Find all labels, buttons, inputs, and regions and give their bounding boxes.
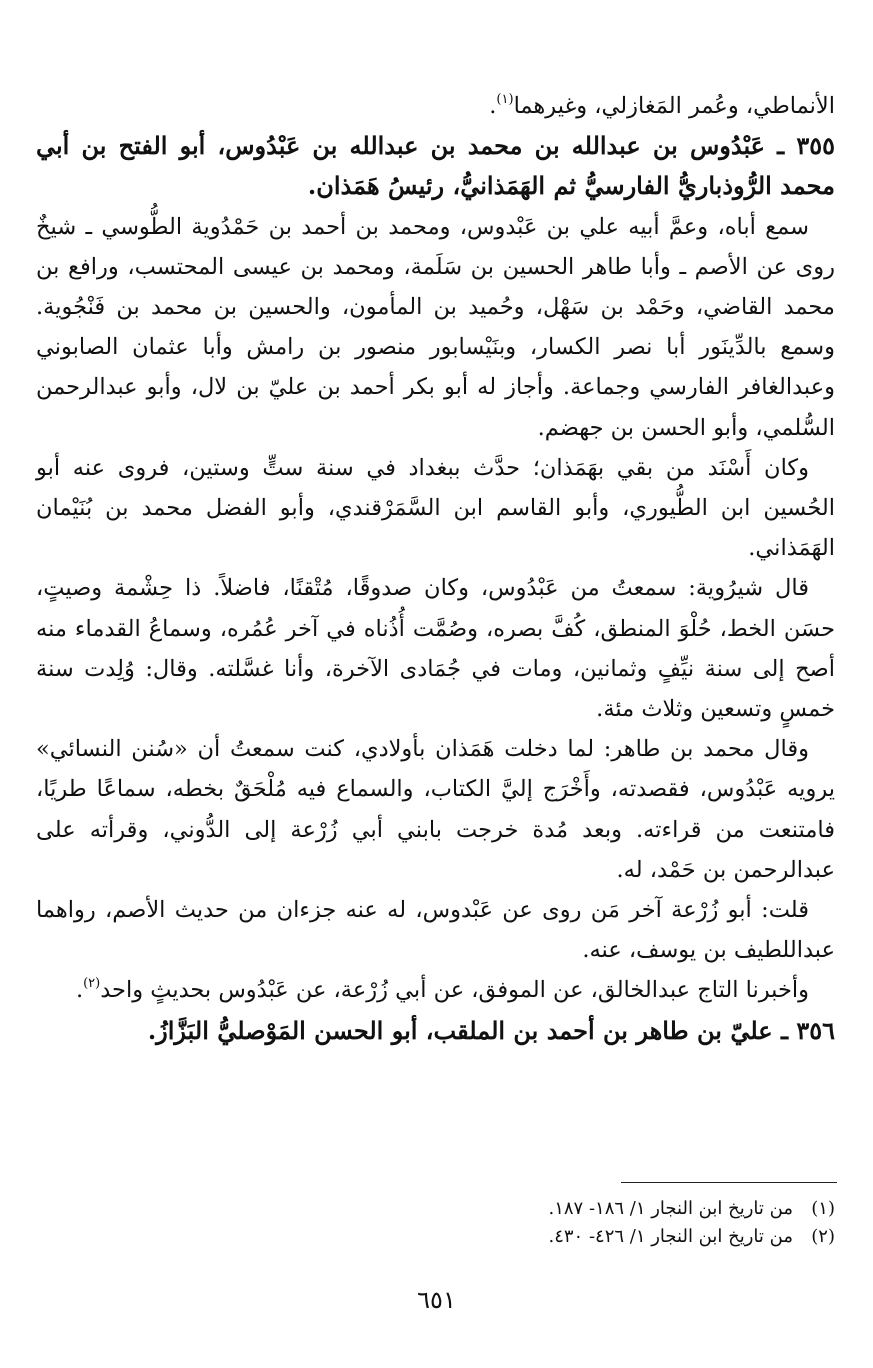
footnote-number: (١) [811,1198,835,1219]
continued-line [36,86,835,126]
entry-355-heading [36,126,835,206]
footnote-text: من تاريخ ابن النجار ١/ ١٨٦- ١٨٧. [548,1198,793,1219]
footnote [36,1195,835,1223]
footnote-ref-2[interactable]: (٢) [83,976,101,992]
entry-title: ـ عليّ بن طاهر بن أحمد بن الملقب، أبو الحسن المَوْصليُّ البَزَّازُ. [147,1015,797,1045]
entry-356-heading [36,1011,835,1051]
period: . [489,93,497,119]
paragraph: وكان أَسْنَد من بقي بهَمَذان؛ حدَّث ببغداد في سنة ستٍّ وستين، فروى عنه أبو الحُسين ابن الطُّيوري، وأبو القاسم ابن السَّمَرْقندي، وأبو الفضل محمد بن بُنَيْمان الهَمَذاني. [36,454,835,562]
footnote-text: من تاريخ ابن النجار ١/ ٤٢٦- ٤٣٠. [548,1226,793,1247]
paragraph-with-note [36,970,835,1010]
footnote-divider [621,1182,837,1183]
footnote [36,1223,835,1251]
entry-number: ٣٥٥ [796,131,835,161]
page-number: ٦٥١ [417,1286,456,1314]
footnote-ref-1[interactable]: (١) [496,92,514,107]
paragraph-text: وأخبرنا التاج عبدالخالق، عن الموفق، عن أبي زُرْعة، عن عَبْدُوس بحديثٍ واحد [100,977,809,1004]
footnote-number: (٢) [811,1226,835,1247]
period: . [75,977,84,1004]
paragraph: قال شيرُوية: سمعتُ من عَبْدُوس، وكان صدوقًا، مُتْقنًا، فاضلاً. ذا حِشْمة وصيتٍ، حسَن الخط، حُلْوَ المنطق، كُفَّ بصره، وصُمَّت أُذُناه في آخر عُمُره، وسماعُ القدماء منه أصح إلى سنة نيِّفٍ وثمانين، ومات في جُمَادى الآخرة، وأنا غسَّلته. وقال: وُلِدت سنة خمسٍ وتسعين وثلاث مئة. [36,575,835,723]
paragraph: قلت: أبو زُرْعة آخر مَن روى عن عَبْدوس، له عنه جزءان من حديث الأصم، رواهما عبداللطيف بن يوسف، عنه. [36,897,835,964]
continued-text: الأنماطي، وعُمر المَغازلي، وغيرهما [513,93,835,119]
footnotes [36,1195,835,1251]
paragraph: سمع أباه، وعمَّ أبيه علي بن عَبْدوس، ومحمد بن أحمد بن حَمْدُوية الطُّوسي ـ شيخٌ روى عن الأصم ـ وأبا طاهر الحسين بن سَلَمة، ومحمد بن عيسى المحتسب، ورافع بن محمد القاضي، وحَمْد بن سَهْل، وحُميد بن المأمون، والحسين بن محمد بن فَنْجُوية. وسمع بالدِّينَور أبا نصر الكسار، وبنَيْسابور منصور بن رامش وأبا عثمان الصابوني وعبدالغافر الفارسي وجماعة. وأجاز له أبو بكر أحمد بن عليّ بن لال، وأبو عبدالرحمن السُّلمي، وأبو الحسن بن جهضم. [36,213,835,441]
entry-number: ٣٥٦ [796,1015,835,1045]
entry-title: ـ عَبْدُوس بن عبدالله بن محمد بن عبدالله بن عَبْدُوس، أبو الفتح بن أبي محمد الرُّوذباريُّ الفارسيُّ ثم الهَمَذانيُّ، رئيسُ هَمَذان. [36,131,835,201]
main-text [36,86,835,1051]
paragraph: وقال محمد بن طاهر: لما دخلت هَمَذان بأولادي، كنت سمعتُ أن «سُنن النسائي» يرويه عَبْدُوس، فقصدته، وأَخْرَج إليَّ الكتاب، والسماع فيه مُلْحَقٌ بخطه، سماعًا طريًا، فامتنعت من قراءته. وبعد مُدة خرجت بابني أبي زُرْعة إلى الدُّوني، وقرأته على عبدالرحمن بن حَمْد، له. [36,736,835,883]
